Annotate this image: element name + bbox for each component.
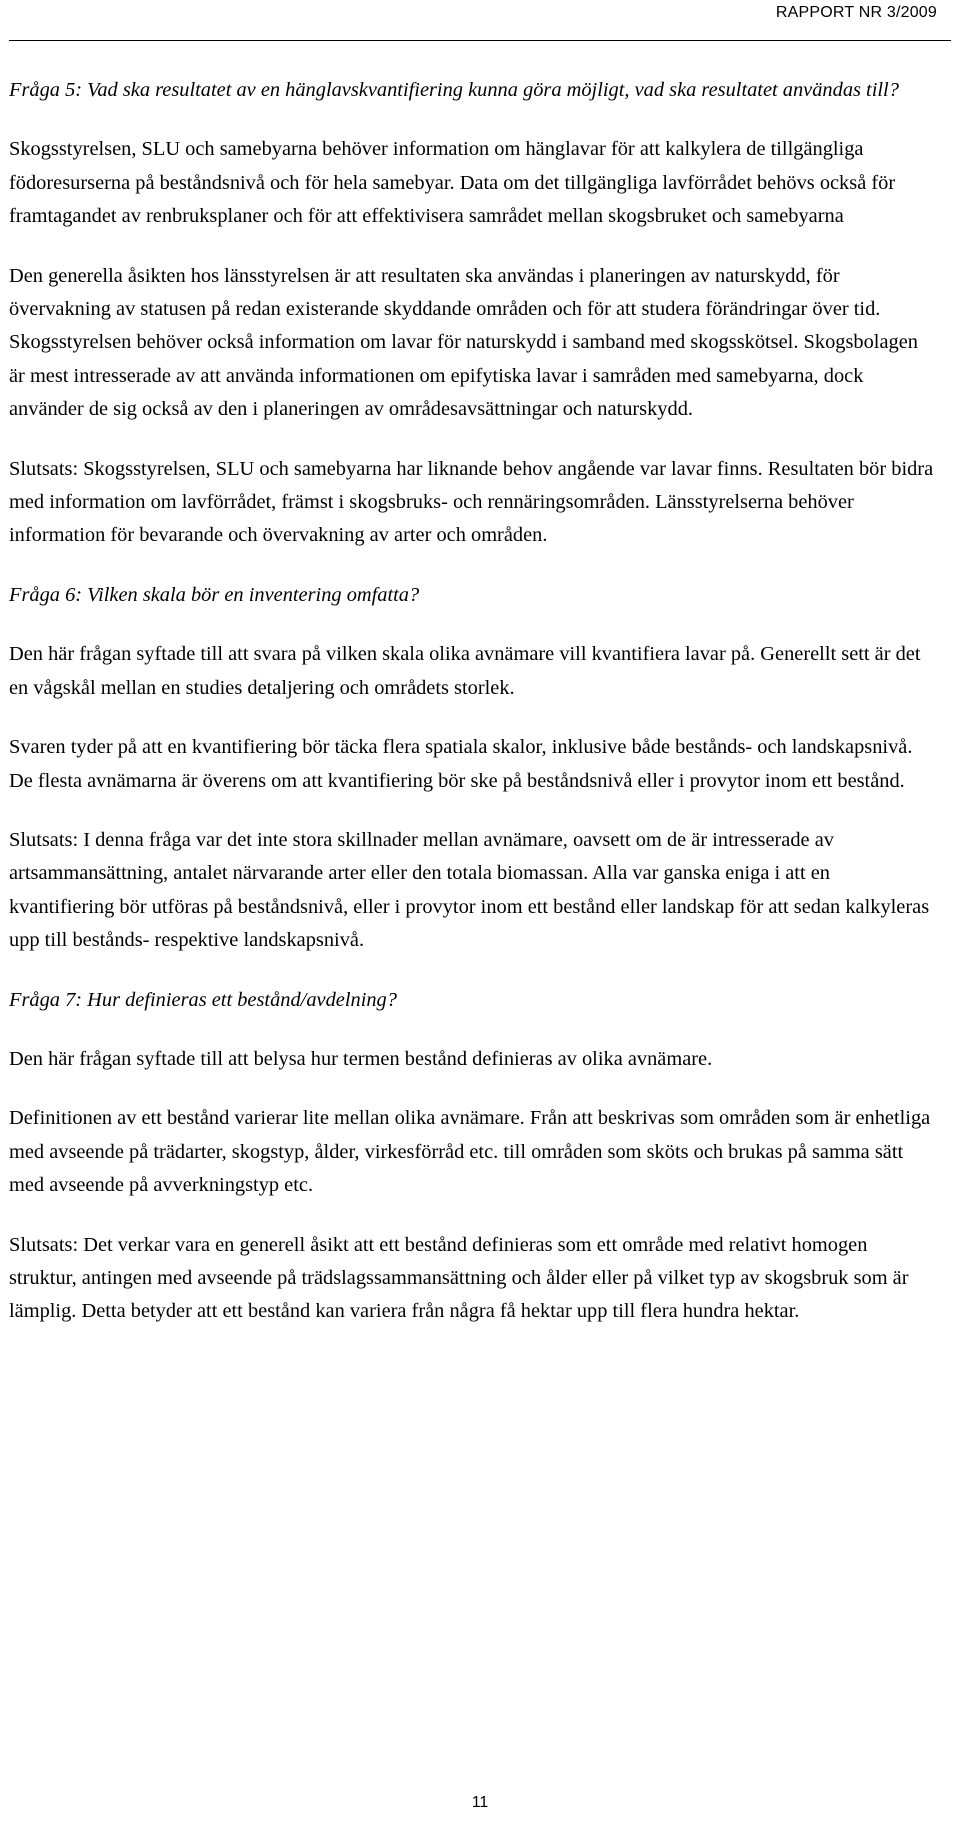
q5-paragraph-1: Skogsstyrelsen, SLU och samebyarna behöver information om hänglavar för att kalkylera de tillgängliga födoresurserna på beståndsnivå och för hela samebyar. Data om det tillgängliga lavförrådet behövs också för framtagandet av renbruksplaner och för att effektivisera samrådet mellan skogsbruket och samebyarna (9, 138, 896, 228)
page-number: 11 (471, 1794, 489, 1811)
report-header: RAPPORT NR 3/2009 (775, 4, 937, 21)
q6-paragraph-2: Svaren tyder på att en kvantifiering bör täcka flera spatiala skalor, inklusive både bestånds- och landskapsnivå. De flesta avnämarna är överens om att kvantifiering bör ske på beståndsnivå eller i provytor inom ett bestånd. (9, 736, 913, 792)
q7-paragraph-1: Den här frågan syftade till att belysa hur termen bestånd definieras av olika avnämare. (9, 1047, 713, 1070)
q7-conclusion: Slutsats: Det verkar vara en generell åsikt att ett bestånd definieras som ett område med relativt homogen struktur, antingen med avseende på trädslagssammansättning och ålder eller på vilket typ av skogsbruk som är lämplig. Detta betyder att ett bestånd kan variera från några få hektar upp till flera hundra hektar. (9, 1233, 909, 1323)
q7-paragraph-2: Definitionen av ett bestånd varierar lite mellan olika avnämare. Från att beskrivas som områden som är enhetliga med avseende på trädarter, skogstyp, ålder, virkesförråd etc. till områden som sköts och brukas på samma sätt med avseende på avverkningstyp etc. (9, 1107, 931, 1197)
question-5-heading: Fråga 5: Vad ska resultatet av en hänglavskvantifiering kunna göra möjligt, vad ska resultatet användas till? (9, 79, 899, 101)
question-7-heading: Fråga 7: Hur definieras ett bestånd/avdelning? (9, 988, 397, 1011)
header-divider (9, 40, 951, 41)
q6-conclusion: Slutsats: I denna fråga var det inte stora skillnader mellan avnämare, oavsett om de är intresserade av artsammansättning, antalet närvarande arter eller den totala biomassan. Alla var ganska eniga i att en kvantifiering bör utföras på beståndsnivå, eller i provytor inom ett bestånd eller landskap för att sedan kalkyleras upp till bestånds- respektive landskapsnivå. (9, 828, 930, 952)
q6-paragraph-1: Den här frågan syftade till att svara på vilken skala olika avnämare vill kvantifiera lavar på. Generellt sett är det en vågskål mellan en studies detaljering och områdets storlek. (9, 643, 921, 699)
document-body (9, 74, 934, 1329)
q5-conclusion: Slutsats: Skogsstyrelsen, SLU och samebyarna har liknande behov angående var lavar finns. Resultaten bör bidra med information om lavförrådet, främst i skogsbruks- och rennäringsområden. Länsstyrelserna behöver information för bevarande och övervakning av arter och områden. (9, 457, 934, 547)
question-6-heading: Fråga 6: Vilken skala bör en inventering omfatta? (9, 583, 420, 606)
q5-paragraph-2: Den generella åsikten hos länsstyrelsen är att resultaten ska användas i planeringen av naturskydd, för övervakning av statusen på redan existerande skyddande områden och för att studera förändringar över tid. Skogsstyrelsen behöver också information om lavar för naturskydd i samband med skogsskötsel. Skogsbolagen är mest intresserade av att använda informationen om epifytiska lavar i samråden med samebyarna, dock använder de sig också av den i planeringen av områdesavsättningar och naturskydd. (9, 264, 918, 421)
